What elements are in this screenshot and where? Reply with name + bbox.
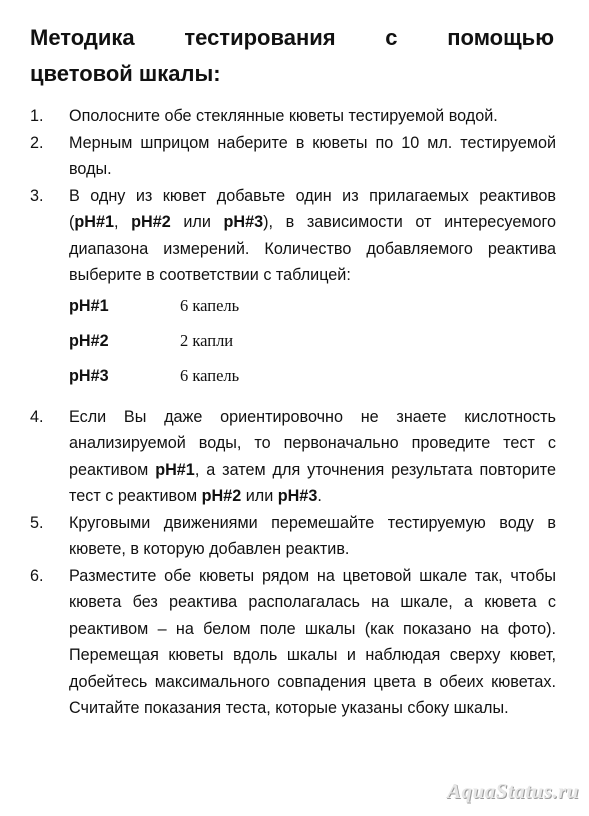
step-text-part: Если Вы даже ориентировочно не знаете кислотность анализируемой воды, то первоначально проведите тест с реактивом [69,407,556,479]
step-text: Ополосните обе стеклянные кюветы тестируемой водой. [69,107,498,125]
step-text [69,404,556,510]
separator-text: или [241,487,278,505]
separator-text: или [170,213,224,231]
step-text: Круговыми движениями перемешайте тестируемую воду в кювете, в которую добавлен реактив. [69,513,556,558]
list-item [30,103,556,130]
step-number: 4. [30,407,44,426]
step-number: 1. [30,107,44,125]
step-text-part: ), в зависимости от интересуемого диапазона измерений. Количество добавляемого реактива выберите в соответствии с таблицей: [69,213,557,284]
reagent-code: pH#3 [277,487,318,505]
step-text [69,183,556,289]
reagent-name: pH#2 [69,331,109,350]
reagent-code: pH#1 [74,213,114,231]
step-number: 3. [30,186,44,205]
step-text-part: В одну из кювет добавьте один из прилагаемых реактивов ( [69,186,556,231]
watermark-logo: AquaStatus.ru [447,779,579,803]
reagent-dose: 6 капель [180,365,240,385]
step-number: 2. [30,133,44,152]
steps-list [30,103,556,722]
reagent-code: pH#3 [223,213,264,231]
reagent-dose: 6 капель [180,295,240,315]
step-text-part: . [317,487,322,505]
reagent-table [69,293,556,398]
step-number: 6. [30,566,44,585]
step-text: Мерным шприцом наберите в кюветы по 10 мл. тестируемой воды. [69,133,556,178]
list-item [30,130,556,183]
reagent-row [69,293,556,328]
reagent-dose: 2 капли [180,330,234,350]
list-item [30,563,556,722]
step-text: Разместите обе кюветы рядом на цветовой шкале так, чтобы кювета без реактива располагалась на шкале, а кювета с реактивом – на белом поле шкалы (как показано на фото). Перемещая кюветы вдоль шкалы и наблюдая сверху кювет, добейтесь максимального совпадения цвета в обеих кюветах. Считайте показания теста, которые указаны сбоку шкалы. [69,566,556,717]
reagent-row [69,328,556,363]
reagent-code: pH#1 [155,460,195,479]
list-item [30,183,556,398]
list-item [30,404,556,510]
step-number: 5. [30,513,44,532]
reagent-row [69,363,556,398]
step-text-part: , а затем для уточнения результата повторите тест с реактивом [69,460,556,505]
reagent-name: pH#3 [69,366,109,385]
reagent-code: pH#2 [201,487,242,505]
title-line-2: цветовой шкалы: [30,61,221,86]
reagent-name: pH#1 [69,296,109,315]
title-line-1: Методика тестирования с помощью [30,25,554,50]
list-item [30,510,556,563]
separator-text: , [113,213,132,231]
page-title [30,20,554,92]
reagent-code: pH#2 [131,213,171,231]
